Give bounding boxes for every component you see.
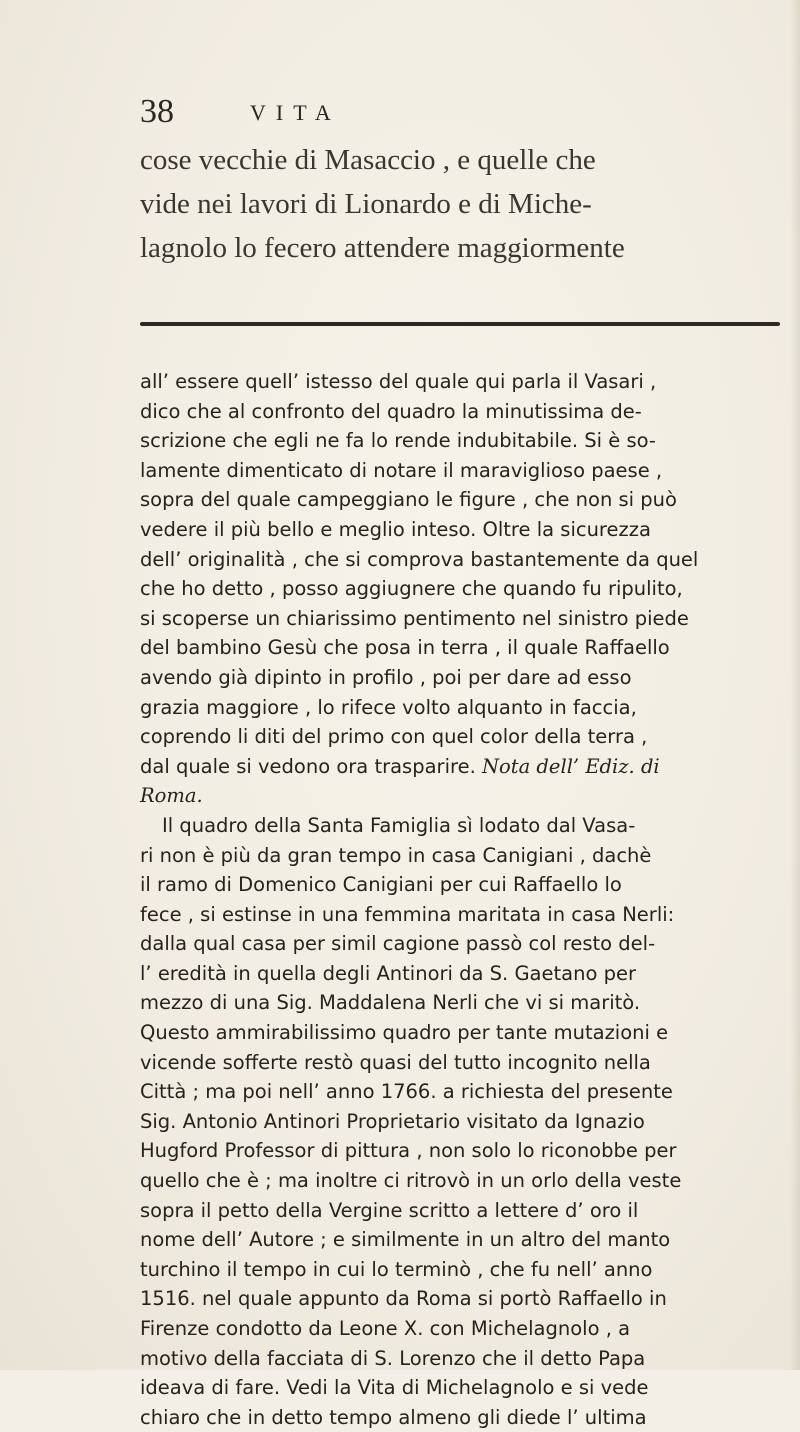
note-signature: Nota dell’ Ediz. di: [481, 754, 660, 778]
note-line: nome dell’ Autore ; e similmente in un altro del manto: [140, 1228, 671, 1252]
note-line: dalla qual casa per simil cagione passò col resto del-: [140, 932, 656, 956]
note-line: ideava di fare. Vedi la Vita di Michelagnolo e si vede: [140, 1376, 649, 1400]
note-line: l’ eredità in quella degli Antinori da S. Gaetano per: [140, 961, 636, 985]
note-line: 1516. nel quale appunto da Roma si portò Raffaello in: [140, 1287, 667, 1311]
note-line: fece , si estinse in una femmina maritata in casa Nerli:: [140, 902, 675, 926]
note-line: sopra del quale campeggiano le figure , che non si può: [140, 488, 677, 512]
note-line: mezzo di una Sig. Maddalena Nerli che vi si maritò.: [140, 991, 641, 1015]
page-number: 38: [140, 93, 174, 130]
note-line: turchino il tempo in cui lo terminò , che fu nell’ anno: [140, 1257, 653, 1281]
note-line: vedere il più bello e meglio inteso. Oltre la sicurezza: [140, 517, 651, 541]
note-line: Firenze condotto da Leone X. con Michelagnolo , a: [140, 1317, 631, 1340]
main-text-line: lagnolo lo fecero attendere maggiormente: [140, 232, 625, 264]
footnotes: [140, 367, 790, 1432]
note-line: quello che è ; ma inoltre ci ritrovò in un orlo della veste: [140, 1169, 682, 1193]
note-line: [140, 781, 790, 811]
note-line: Il quadro della Santa Famiglia sì lodato dal Vasa-: [162, 813, 636, 837]
note-line: Sig. Antonio Antinori Proprietario visitato da Ignazio: [140, 1109, 645, 1133]
note-line: dell’ originalità , che si comprova bastantemente da quel: [140, 547, 699, 571]
note-line: si scoperse un chiarissimo pentimento nel sinistro piede: [140, 606, 689, 630]
note-line: Questo ammirabilissimo quadro per tante mutazioni e: [140, 1021, 669, 1045]
page-edge-shadow: [790, 0, 800, 1370]
page-header: [140, 92, 700, 132]
running-head: VITA: [250, 100, 341, 125]
footnote-divider: [140, 322, 780, 326]
note-line: avendo già dipinto in profilo , poi per dare ad esso: [140, 665, 632, 689]
note-line: scrizione che egli ne fa lo rende indubitabile. Si è so-: [140, 429, 656, 453]
note-line: Hugford Professor di pittura , non solo lo riconobbe per: [140, 1139, 677, 1163]
main-text: [140, 138, 790, 270]
note-line: ri non è più da gran tempo in casa Canigiani , dachè: [140, 843, 652, 867]
note-line: Città ; ma poi nell’ anno 1766. a richiesta del presente: [140, 1080, 673, 1104]
note-line: vicende sofferte restò quasi del tutto incognito nella: [140, 1050, 651, 1074]
note-line: all’ essere quell’ istesso del quale qui parla il Vasari ,: [140, 370, 657, 393]
note-line: che ho detto , posso aggiugnere che quando fu ripulito,: [140, 577, 683, 601]
note-line: chiaro che in detto tempo almeno gli diede l’ ultima: [140, 1405, 647, 1429]
note-line: [140, 752, 790, 782]
note-line-text: dal quale si vedono ora trasparire.: [140, 754, 476, 778]
note-line: del bambino Gesù che posa in terra , il quale Raffaello: [140, 636, 670, 660]
main-text-line: cose vecchie di Masaccio , e quelle che: [140, 144, 596, 176]
note-line: coprendo li diti del primo con quel color della terra ,: [140, 725, 648, 749]
note-line: sopra il petto della Vergine scritto a lettere d’ oro il: [140, 1198, 639, 1222]
note-line: motivo della facciata di S. Lorenzo che il detto Papa: [140, 1346, 646, 1370]
note-signature-end: Roma.: [140, 784, 203, 808]
note-line: lamente dimenticato di notare il maraviglioso paese ,: [140, 458, 663, 482]
note-line: dico che al confronto del quadro la minutissima de-: [140, 399, 642, 423]
note-line: il ramo di Domenico Canigiani per cui Raffaello lo: [140, 873, 622, 897]
note-line: grazia maggiore , lo rifece volto alquanto in faccia,: [140, 695, 637, 719]
main-text-line: vide nei lavori di Lionardo e di Miche-: [140, 188, 592, 220]
